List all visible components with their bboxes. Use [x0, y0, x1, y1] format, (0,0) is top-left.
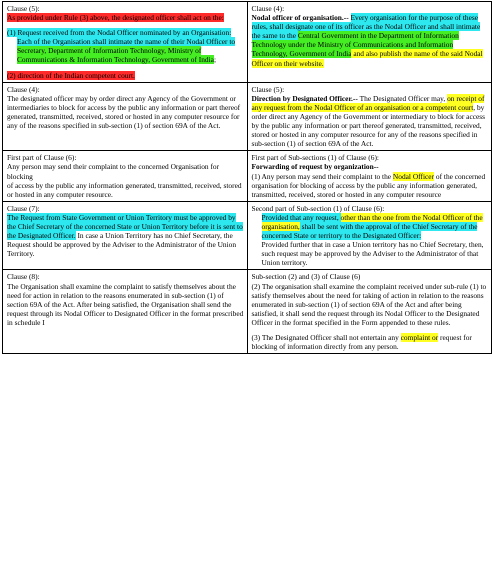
clause-paragraph [7, 13, 245, 22]
table-row [3, 2, 492, 83]
section-title: Forwarding of request by organization-- [251, 162, 379, 172]
new-rule-cell [247, 201, 492, 270]
new-rule-cell [247, 270, 492, 354]
comparison-table-body [3, 2, 492, 354]
highlighted-text: Nodal Officer [392, 171, 435, 181]
clause-paragraph [7, 213, 245, 258]
old-rule-cell [3, 151, 248, 201]
clause-paragraph [7, 181, 245, 199]
table-row [3, 201, 492, 270]
clause-text: request for blocking of information directly from any person. [251, 333, 472, 352]
table-row [3, 82, 492, 151]
highlighted-text: on receipt of any request from the Nodal Officer of an organisation or a competent court [251, 93, 485, 112]
highlighted-text: other than the one from the Nodal Officer of the organisation, [261, 212, 483, 231]
highlighted-text: Provided that any request, [261, 212, 341, 222]
clause-paragraph [7, 37, 245, 64]
clause-paragraph [7, 94, 245, 130]
highlighted-text: The Request from State Government or Union Territory must be approved by the Chief Secretary of the concerned State or Union Territory before it is sent to the Designated Officer. [7, 212, 243, 241]
clause-text: (1) Any person may send their complaint to the [251, 171, 393, 181]
highlighted-text: Secretary, Department of Information Technology, Ministry of Communications & Information Technology, Government of India [17, 46, 214, 65]
new-rule-cell [247, 82, 492, 151]
clause-text: In case a Union Territory has no Chief Secretary, the Request should be approved by the Adviser to the Administrator of the Union Territory. [7, 231, 237, 259]
clause-paragraph [7, 71, 245, 80]
clause-text: , by order direct any Agency of the Government or intermediary to block for access by the public any information or part thereof generated, transmitted, received, stored or hosted in any computer resource for any of the reasons specified in sub-section (1) of section 69A of the Act. [251, 102, 486, 149]
highlighted-text: Each of the Organisation shall intimate the name of their Nodal Officer to [17, 37, 236, 47]
clause-text: The Organisation shall examine the complaint to satisfy themselves about the need for action in relation to the reasons enumerated in sub-section (1) of section 69A of the Act. After being satisfied, the Organisation shall send the request through its Nodal Officer to Designated Officer in the format prescribed in schedule I [7, 281, 244, 327]
clause-text: (3) The Designated Officer shall not entertain any [251, 333, 401, 342]
new-rule-cell [247, 151, 492, 201]
clause-text: Any person may send their complaint to the concerned Organisation for blocking [7, 162, 220, 181]
clause-heading: Clause (5): [7, 4, 40, 13]
clause-heading: Clause (8): [7, 272, 40, 282]
highlighted-text: and also publish the name of the said Nodal Officer on their website. [251, 49, 483, 68]
clause-text: (2) The organisation shall examine the complaint received under sub-rule (1) to satisfy themselves about the need for taking of action in relation to the reasons enumerated in sub-section (1) of section 69A of the Act and after being satisfied, it shall send the request through its Nodal Officer to the Designated Officer in the format specified in the Form appended to these rules. [251, 281, 487, 327]
clause-heading: Second part of Sub-section (1) of Clause (6): [251, 203, 385, 213]
old-rule-cell [3, 82, 248, 151]
highlighted-text: shall be sent with the approval of the Chief Secretary of the concerned State or territory to the Designated Officer: [261, 221, 478, 241]
old-rule-cell [3, 201, 248, 270]
clause-text: The designated officer may by order direct any Agency of the Government or intermediaries to block for access by the public any information or part thereof generated, transmitted, received, stored or hosted in any computer resource for any of the reasons specified in sub-section (1) of section 69A of the Act. [7, 93, 241, 131]
highlighted-text: As provided under Rule (3) above, the designated officer shall act on the: [7, 13, 224, 23]
highlighted-text: complaint or [400, 333, 439, 342]
clause-paragraph [7, 28, 245, 37]
clause-heading: Clause (5): [251, 84, 285, 94]
clause-heading: Clause (7): [7, 203, 40, 213]
clause-text: The Designated Officer may, [359, 93, 448, 103]
old-rule-cell [3, 270, 248, 354]
table-row [3, 270, 492, 354]
section-title: Nodal officer of organisation.-- [251, 13, 351, 23]
clause-text: Provided further that in case a Union territory has no Chief Secretary, then, such request may be approved by the Adviser to the Administrator of that Union territory. [261, 240, 484, 268]
clause-paragraph [252, 213, 490, 240]
section-title: Direction by Designated Officer.-- [251, 93, 360, 103]
clause-heading: First part of Sub-sections (1) of Clause (6): [251, 153, 379, 163]
clause-text: of access by the public any information generated, transmitted, received, stored or hosted in any computer resource. [7, 180, 242, 199]
clause-paragraph [7, 162, 245, 180]
highlighted-text: (2) direction of the Indian competent court. [7, 70, 135, 80]
clause-paragraph [7, 282, 245, 327]
clause-heading: Clause (4): [7, 84, 40, 94]
clause-paragraph [252, 282, 490, 327]
table-row [3, 151, 492, 201]
highlighted-text: (1) Request received from the Nodal Officer nominated by an Organisation: [7, 28, 232, 38]
clause-paragraph [252, 162, 490, 171]
clause-heading: Clause (4): [251, 4, 285, 13]
clause-paragraph [252, 333, 490, 351]
clause-paragraph [252, 94, 490, 149]
old-rule-cell [3, 2, 248, 83]
clause-paragraph [252, 240, 490, 267]
comparison-table [2, 1, 492, 354]
clause-text: ; [213, 55, 216, 65]
highlighted-text: Every organisation for the purpose of these rules, shall designate one of its officer as the Nodal Officer and shall intimate the same to the [251, 13, 481, 41]
highlighted-text: Central Government in the Department of Information Technology under the Ministry of Communications and Information Technology, Government of India [251, 31, 459, 59]
clause-heading: Sub-section (2) and (3) of Clause (6) [251, 272, 361, 282]
clause-heading: First part of Clause (6): [7, 153, 77, 163]
new-rule-cell [247, 2, 492, 83]
clause-text: of the concerned organisation for blocking of access by the public any information generated, transmitted, received, stored or hosted in any computer resource [251, 171, 486, 199]
clause-paragraph [252, 172, 490, 199]
clause-paragraph [252, 13, 490, 68]
